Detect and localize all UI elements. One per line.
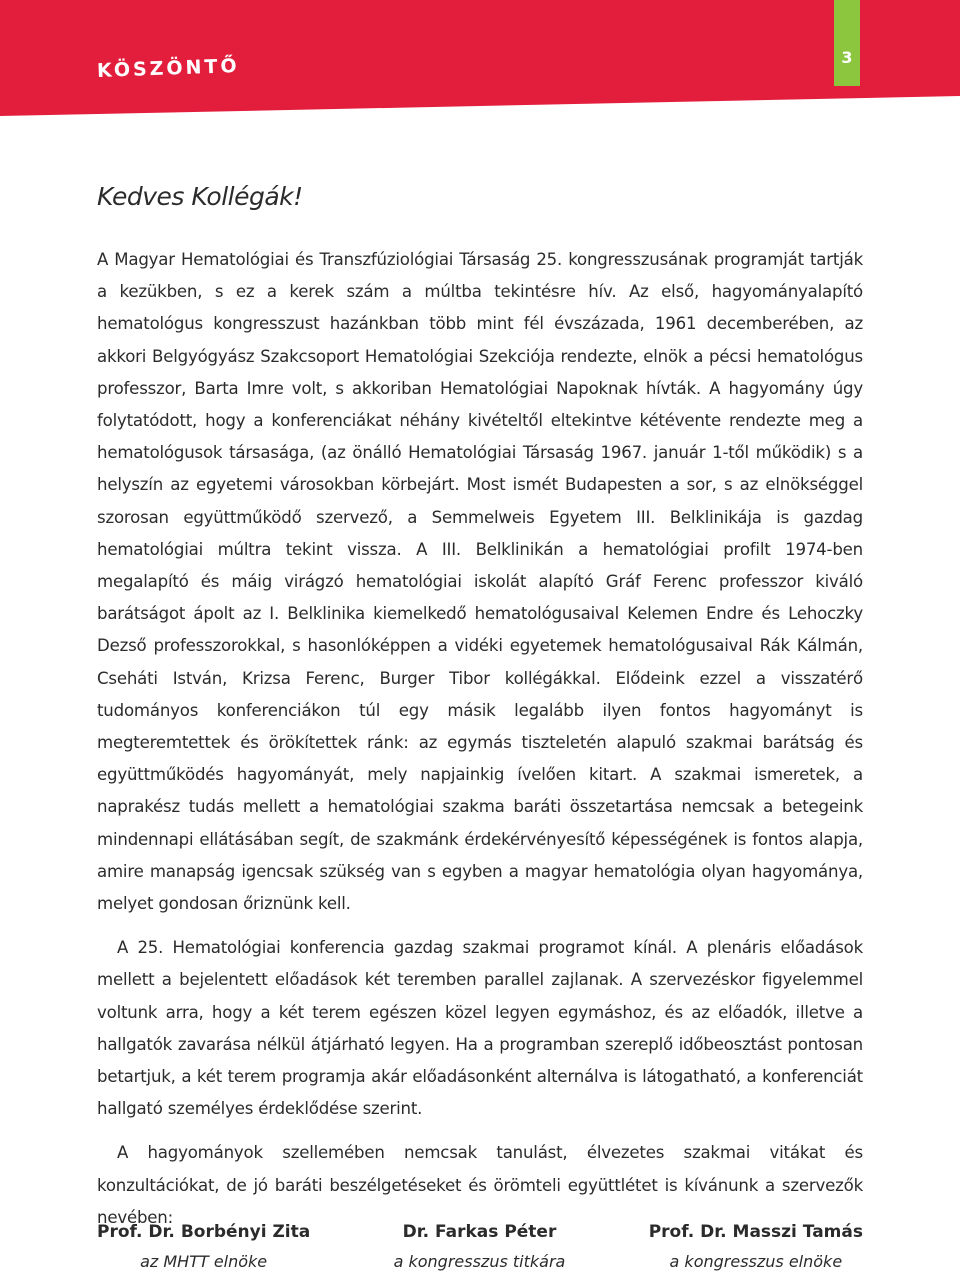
paragraph-history: A Magyar Hematológiai és Transzfúziológiai Társaság 25. kongresszusának programját tartják a kezükben, s ez a kerek szám a múltba tekintésre hív. Az első, hagyományalapító hematológus kongresszust hazánkban több mint fél évszázada, 1961 decemberében, az akkori Belgyógyász Szakcsoport Hematológiai Szekciója rendezte, elnök a pécsi hematológus professzor, Barta Imre volt, s akkoriban Hematológiai Napoknak hívták. A hagyomány úgy folytatódott, hogy a konferenciákat néhány kivételtől eltekintve kétévente rendezte meg a hematológusok társasága, (az önálló Hematológiai Társaság 1967. január 1-től működik) s a helyszín az egyetemi városokban körbejárt. Most ismét Budapesten a sor, s az elnökséggel szorosan együttműködő szervező, a Semmelweis Egyetem III. Belklinikája is gazdag hematológiai múltra tekint vissza. A III. Belklinikán a hematológiai profilt 1974-ben megalapító és máig virágzó hematológiai iskolát alapító Gráf Ferenc professzor kiváló barátságot ápolt az I. Belklinika kiemelkedő hematológusaival Kelemen Endre és Lehoczky Dezső professzorokkal, s hasonlóképpen a vidéki egyetemek hematológusaival Rák Kálmán, Cseháti István, Krizsa Ferenc, Burger Tibor kollégákkal. Elődeink ezzel a visszatérő tudományos konferenciákon túl egy másik legalább ilyen fontos hagyományt is megteremtettek és örökítettek ránk: az egymás tiszteletén alapuló szakmai barátság és együttműködés hagyományát, mely napjainkig ívelően kitart. A szakmai ismeretek, a naprakész tudás mellett a hematológiai szakma baráti összetartása nemcsak a betegeink mindennapi ellátásában segít, de szakmánk érdekérvényesítő képességének is fontos alapja, amire manapság igencsak szükség van s egyben a magyar hematológia olyan hagyománya, melyet gondosan őriznünk kell. [97, 250, 863, 914]
signature-congress-president [649, 1222, 863, 1271]
signature-name: Dr. Farkas Péter [402, 1222, 557, 1242]
signature-block [97, 1222, 863, 1271]
header-banner [0, 0, 960, 120]
signature-name: Prof. Dr. Masszi Tamás [648, 1222, 863, 1242]
letter-body [97, 244, 863, 1234]
page-number-tab [834, 0, 860, 86]
paragraph-closing: A hagyományok szellemében nemcsak tanulást, élvezetes szakmai vitákat és konzultációkat, de jó baráti beszélgetéseket és örömteli együttlétet is kívánunk a szervezők nevében: [97, 1143, 863, 1227]
signature-role: az MHTT elnöke [140, 1252, 268, 1271]
page-number: 3 [841, 48, 853, 67]
signature-name: Prof. Dr. Borbényi Zita [97, 1222, 311, 1242]
greeting-heading: Kedves Kollégák! [97, 182, 303, 211]
paragraph-program: A 25. Hematológiai konferencia gazdag szakmai programot kínál. A plenáris előadások mellett a bejelentett előadások két teremben parallel zajlanak. A szervezéskor figyelemmel voltunk arra, hogy a két terem egészen közel legyen egymáshoz, és az előadók, illetve a hallgatók zavarása nélkül átjárható legyen. Ha a programban szereplő időbeosztást pontosan betartjuk, a két terem programja akár előadásonként alternálva is látogatható, a konferenciát hallgató személyes érdeklődése szerint. [97, 938, 863, 1119]
signature-role: a kongresszus elnöke [669, 1252, 843, 1271]
signature-secretary [394, 1222, 566, 1271]
signature-role: a kongresszus titkára [393, 1252, 566, 1271]
signature-president [97, 1222, 310, 1271]
section-title: KÖSZÖNTŐ [96, 55, 240, 82]
